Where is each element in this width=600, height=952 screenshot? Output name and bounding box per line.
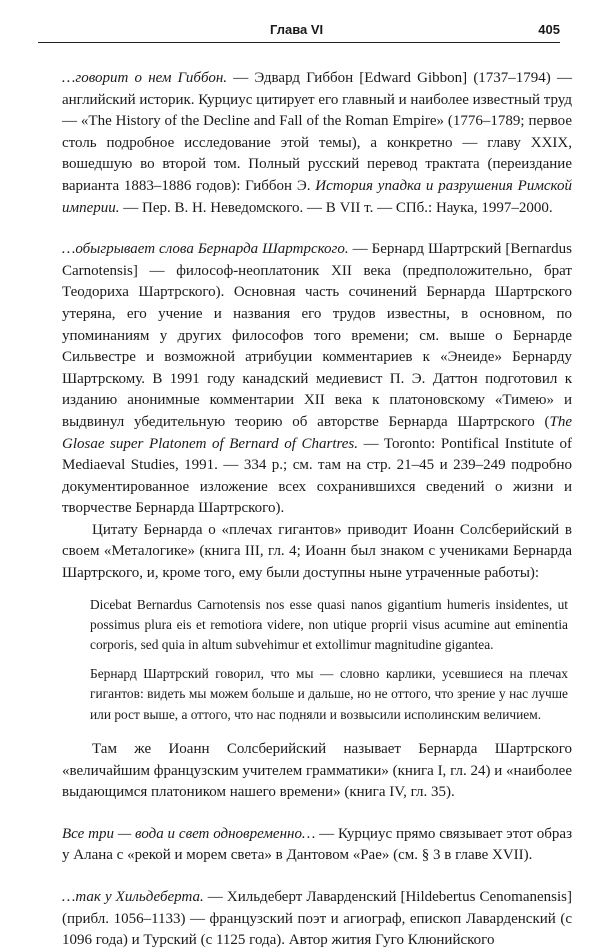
note-gibbon-tail: — Пер. В. Н. Неведомского. — В VII т. — СПб.: Наука, 1997–2000.: [119, 199, 553, 216]
quote-russian: Бернард Шартрский говорил, что мы — словно карлики, усевшиеся на плечах гигантов: видеть мы можем больше и дальше, но не оттого, что зрение у нас лучше или рост выше, а оттого, что нас подняли и возвысили исполинским величием.: [90, 665, 568, 722]
note-bernard-tail: — Toronto: Pontifical Institute of Mediaeval Studies, 1991. — 334 p.; см. там на стр. 21–45 и 239–249 подробно документированное изложение всех сохранившихся сведений о жизни и творчестве Бернарда Шартрского).: [62, 435, 573, 517]
note-three-body: — Курциус прямо связывает этот образ у Алана с «рекой и морем света» в Дантовом «Рае» (см. § 3 в главе XVII).: [62, 825, 572, 864]
note-bernard: [62, 239, 572, 520]
note-gibbon-lead: …говорит о нем Гиббон.: [62, 70, 228, 86]
note-three-lead: Все три — вода и свет одновременно…: [62, 825, 316, 842]
page-number: 405: [538, 22, 560, 37]
chapter-title: Глава VI: [270, 22, 324, 37]
note-hildebert: [62, 887, 572, 952]
note-three: [62, 824, 572, 867]
page-body: [62, 68, 572, 952]
note-bernard-lead: …обыгрывает слова Бернарда Шартрского.: [62, 241, 349, 258]
note-gibbon-body: — Эдвард Гиббон [Edward Gibbon] (1737–1794) — английский историк. Курциус цитирует его главный и наиболее известный труд — «The History of the Decline and Fall of the Roman Empire» (1776–1789; первое столь подробное исследование этой темы), а конкретно — главу XXIX, вошедшую во второй том. Полный русский перевод трактата (переиздание варианта 1883–1886 годов): Гиббон Э.: [62, 70, 572, 194]
note-gibbon: [62, 68, 572, 219]
giants-paragraph: Цитату Бернарда о «плечах гигантов» приводит Иоанн Солсберийский в своем «Металогике» (книга III, гл. 4; Иоанн был знаком с учениками Бернарда Шартрского, и, кроме того, ему были доступны ныне утраченные работы):: [62, 521, 572, 582]
note-hildebert-body: — Хильдеберт Лаварденский [Hildebertus Cenomanensis] (прибл. 1056–1133) — французский поэт и агиограф, епископ Лаварденский (с 1096 года) и Турский (с 1125 года). Автор жития Гуго Клюнийского: [62, 889, 572, 949]
note-bernard-body: — Бернард Шартрский [Bernardus Carnotensis] — философ-неоплатоник XII века (предположительно, брат Теодориха Шартрского). Основная часть сочинений Бернарда Шартрского утеряна, его учение и названия его трудов известны, в основном, по упоминаниям у других философов того времени; см. выше о Бернарде Сильвестре и возможной атрибуции комментариев к «Энеиде» Бернарду Шартрскому. В 1991 году канадский медиевист П. Э. Даттон подготовил к изданию анонимные комментарии XII века к платоновскому «Тимею» и выдвинул убедительную теорию об авторстве Бернарда Шартрского (: [62, 241, 572, 430]
note-hildebert-lead: …так у Хильдеберта.: [62, 889, 204, 906]
quote-latin: Dicebat Bernardus Carnotensis nos esse quasi nanos gigantium humeris insidentes, ut possimus plura eis et remotiora videre, non utique proprii visus acumine aut eminentia corporis, sed quia in altum subvehimur et extollimur magnitudine gigantea.: [90, 596, 568, 653]
running-header: [38, 18, 560, 43]
after-quote-paragraph: Там же Иоанн Солсберийский называет Бернарда Шартрского «величайшим французским учителем грамматики» (книга I, гл. 24) и «наиболее выдающимся платоником нашего времени» (книга IV, гл. 35).: [62, 741, 572, 801]
note-bernard-title: The Glosae super Platonem of Bernard of Chartres.: [62, 413, 572, 452]
note-gibbon-title: История упадка и разрушения Римской империи.: [62, 177, 572, 216]
